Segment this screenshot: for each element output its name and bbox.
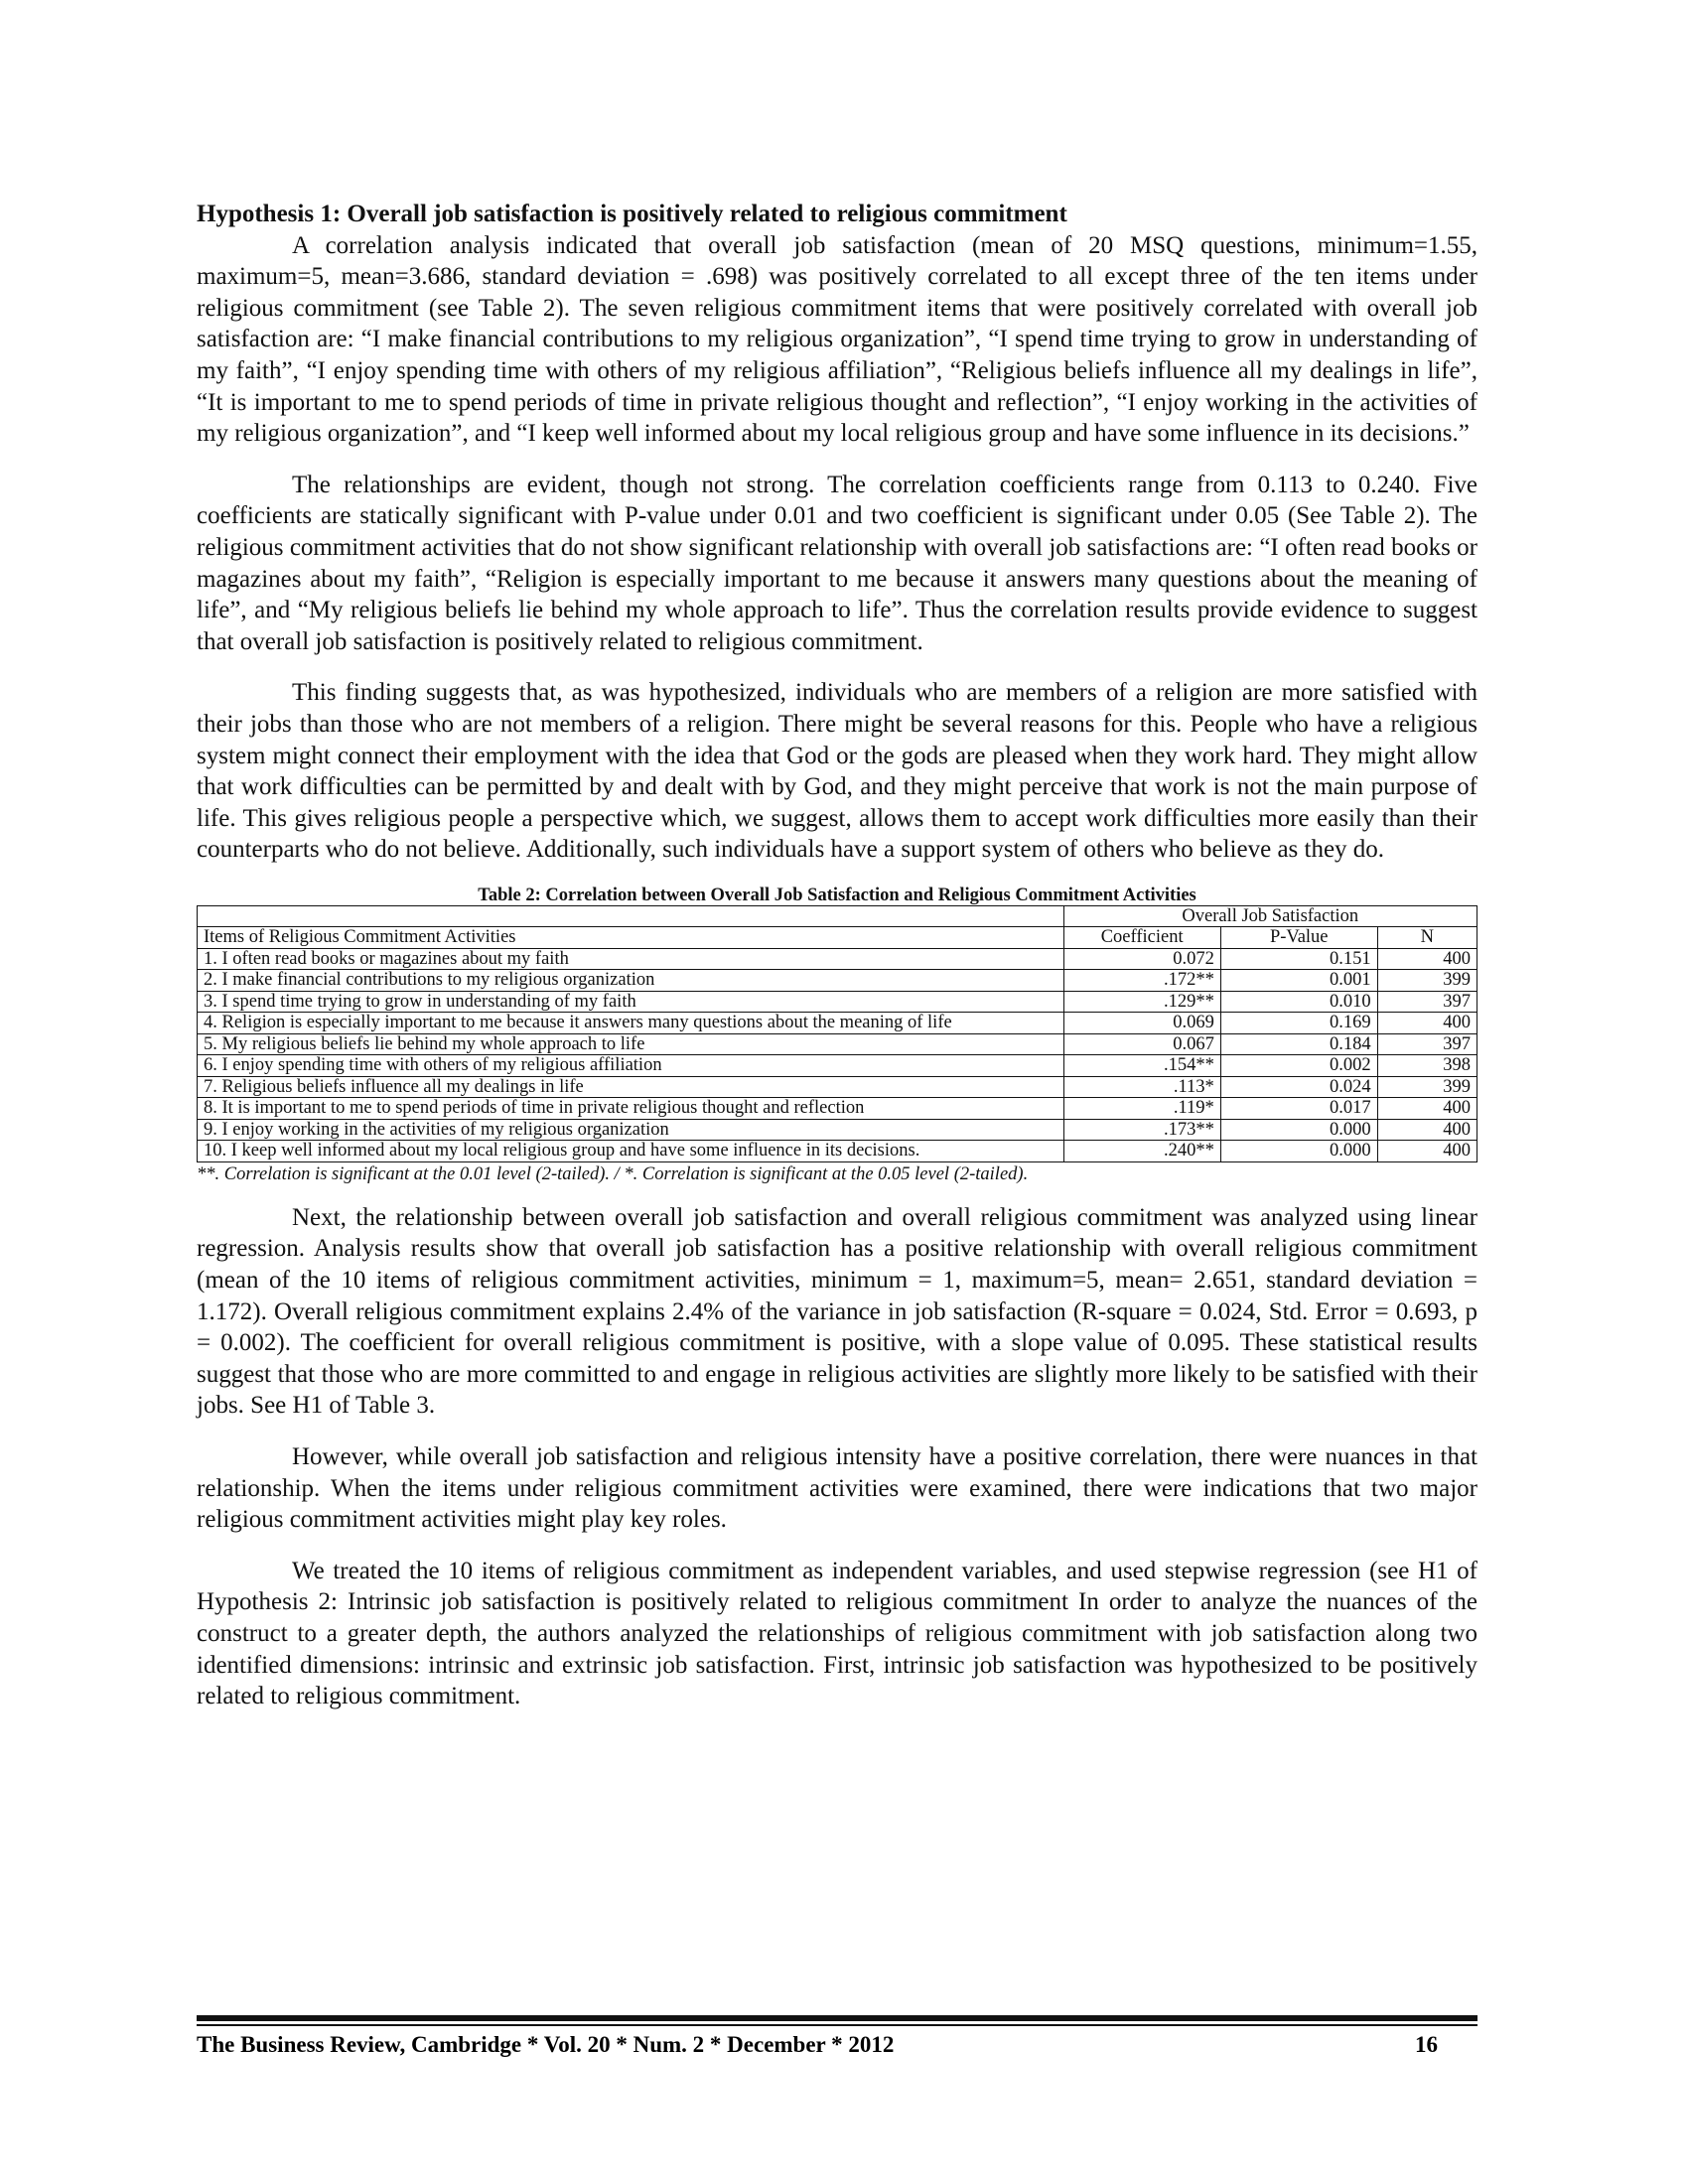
coefficient-cell: .173** — [1063, 1119, 1220, 1141]
table-row — [198, 1076, 1477, 1098]
table-row — [198, 1055, 1477, 1077]
coefficient-cell: 0.072 — [1063, 948, 1220, 970]
column-header-p-value: P-Value — [1220, 927, 1377, 949]
table-2 — [197, 886, 1477, 1184]
item-cell: 8. It is important to me to spend periods of time in private religious thought and reflection — [198, 1098, 1064, 1120]
p-value-cell: 0.169 — [1220, 1013, 1377, 1034]
correlation-table — [197, 905, 1477, 1162]
footer-rule-thin — [197, 2024, 1477, 2026]
item-cell: 3. I spend time trying to grow in understanding of my faith — [198, 991, 1064, 1013]
table-row — [198, 970, 1477, 992]
coefficient-cell: 0.069 — [1063, 1013, 1220, 1034]
item-cell: 9. I enjoy working in the activities of my religious organization — [198, 1119, 1064, 1141]
column-header-item: Items of Religious Commitment Activities — [198, 927, 1064, 949]
n-cell: 400 — [1377, 1119, 1477, 1141]
table-row — [198, 1033, 1477, 1055]
n-cell: 400 — [1377, 948, 1477, 970]
n-cell: 399 — [1377, 1076, 1477, 1098]
coefficient-cell: .129** — [1063, 991, 1220, 1013]
n-cell: 399 — [1377, 970, 1477, 992]
n-cell: 400 — [1377, 1013, 1477, 1034]
item-cell: 1. I often read books or magazines about my faith — [198, 948, 1064, 970]
p-value-cell: 0.151 — [1220, 948, 1377, 970]
paragraph: We treated the 10 items of religious commitment as independent variables, and used stepwise regression (see H1 of Hypothesis 2: Intrinsic job satisfaction is positively related to religious commitment In order to analyze the nuances of the construct to a greater depth, the authors analyzed the relationships of religious commitment with job satisfaction along two identified dimensions: intrinsic and extrinsic job satisfaction. First, intrinsic job satisfaction was hypothesized to be positively related to religious commitment. — [197, 1557, 1477, 1710]
journal-citation: The Business Review, Cambridge * Vol. 20 * Num. 2 * December * 2012 — [197, 2032, 895, 2057]
item-cell: 7. Religious beliefs influence all my dealings in life — [198, 1076, 1064, 1098]
table-group-header-row — [198, 905, 1477, 927]
footer-rule-thick — [197, 2015, 1477, 2021]
coefficient-cell: .240** — [1063, 1141, 1220, 1162]
table-row — [198, 1013, 1477, 1034]
p-value-cell: 0.017 — [1220, 1098, 1377, 1120]
paragraph: However, while overall job satisfaction and religious intensity have a positive correlation, there were nuances in that relationship. When the items under religious commitment activities were examined, there were indications that two major religious commitment activities might play key roles. — [197, 1443, 1477, 1534]
section-heading: Hypothesis 1: Overall job satisfaction is positively related to religious commitment — [197, 201, 1067, 227]
table-row — [198, 1098, 1477, 1120]
blank-header-cell — [198, 905, 1064, 927]
p-value-cell: 0.184 — [1220, 1033, 1377, 1055]
paragraph: A correlation analysis indicated that overall job satisfaction (mean of 20 MSQ questions, minimum=1.55, maximum=5, mean=3.686, standard deviation = .698) was positively correlated to all except three of the ten items under religious commitment (see Table 2). The seven religious commitment items that were positively correlated with overall job satisfaction are: “I make financial contributions to my religious organization”, “I spend time trying to grow in understanding of my faith”, “I enjoy spending time with others of my religious affiliation”, “Religious beliefs influence all my dealings in life”, “It is important to me to spend periods of time in private religious thought and reflection”, “I enjoy working in the activities of my religious organization”, and “I keep well informed about my local religious group and have some influence in its decisions.” — [197, 231, 1477, 448]
n-cell: 398 — [1377, 1055, 1477, 1077]
table-row — [198, 991, 1477, 1013]
coefficient-cell: .172** — [1063, 970, 1220, 992]
n-cell: 397 — [1377, 1033, 1477, 1055]
item-cell: 6. I enjoy spending time with others of my religious affiliation — [198, 1055, 1064, 1077]
column-header-n: N — [1377, 927, 1477, 949]
footer-row — [197, 2032, 1438, 2058]
page-footer — [197, 2015, 1477, 2058]
p-value-cell: 0.024 — [1220, 1076, 1377, 1098]
p-value-cell: 0.001 — [1220, 970, 1377, 992]
p-value-cell: 0.000 — [1220, 1119, 1377, 1141]
n-cell: 397 — [1377, 991, 1477, 1013]
table-header-row — [198, 927, 1477, 949]
item-cell: 5. My religious beliefs lie behind my whole approach to life — [198, 1033, 1064, 1055]
paragraph: Next, the relationship between overall job satisfaction and overall religious commitment was analyzed using linear regression. Analysis results show that overall job satisfaction has a positive relationship with overall religious commitment (mean of the 10 items of religious commitment activities, minimum = 1, maximum=5, mean= 2.651, standard deviation = 1.172). Overall religious commitment explains 2.4% of the variance in job satisfaction (R-square = 0.024, Std. Error = 0.693, p = 0.002). The coefficient for overall religious commitment is positive, with a slope value of 0.095. These statistical results suggest that those who are more committed to and engage in religious activities are slightly more likely to be satisfied with their jobs. See H1 of Table 3. — [197, 1203, 1477, 1420]
table-footnote: **. Correlation is significant at the 0.01 level (2-tailed). / *. Correlation is significant at the 0.05 level (2-tailed). — [197, 1163, 1029, 1184]
p-value-cell: 0.000 — [1220, 1141, 1377, 1162]
coefficient-cell: .119* — [1063, 1098, 1220, 1120]
p-value-cell: 0.010 — [1220, 991, 1377, 1013]
table-caption: Table 2: Correlation between Overall Job Satisfaction and Religious Commitment Activities — [478, 885, 1196, 905]
coefficient-cell: .113* — [1063, 1076, 1220, 1098]
item-cell: 2. I make financial contributions to my religious organization — [198, 970, 1064, 992]
n-cell: 400 — [1377, 1098, 1477, 1120]
column-header-coefficient: Coefficient — [1063, 927, 1220, 949]
coefficient-cell: .154** — [1063, 1055, 1220, 1077]
page-content — [197, 199, 1477, 1732]
n-cell: 400 — [1377, 1141, 1477, 1162]
group-header: Overall Job Satisfaction — [1063, 905, 1477, 927]
table-row — [198, 948, 1477, 970]
item-cell: 4. Religion is especially important to me because it answers many questions about the meaning of life — [198, 1013, 1064, 1034]
table-row — [198, 1141, 1477, 1162]
item-cell: 10. I keep well informed about my local religious group and have some influence in its decisions. — [198, 1141, 1064, 1162]
paragraph: This finding suggests that, as was hypothesized, individuals who are members of a religion are more satisfied with their jobs than those who are not members of a religion. There might be several reasons for this. People who have a religious system might connect their employment with the idea that God or the gods are pleased when they work hard. They might allow that work difficulties can be permitted by and dealt with by God, and they might perceive that work is not the main purpose of life. This gives religious people a perspective which, we suggest, allows them to accept work difficulties more easily than their counterparts who do not believe. Additionally, such individuals have a support system of others who believe as they do. — [197, 679, 1477, 864]
p-value-cell: 0.002 — [1220, 1055, 1377, 1077]
paragraph: The relationships are evident, though not strong. The correlation coefficients range from 0.113 to 0.240. Five coefficients are statically significant with P-value under 0.01 and two coefficient is significant under 0.05 (See Table 2). The religious commitment activities that do not show significant relationship with overall job satisfactions are: “I often read books or magazines about my faith”, “Religion is especially important to me because it answers many questions about the meaning of life”, and “My religious beliefs lie behind my whole approach to life”. Thus the correlation results provide evidence to suggest that overall job satisfaction is positively related to religious commitment. — [197, 471, 1477, 655]
coefficient-cell: 0.067 — [1063, 1033, 1220, 1055]
page-number: 16 — [1415, 2032, 1438, 2057]
table-row — [198, 1119, 1477, 1141]
